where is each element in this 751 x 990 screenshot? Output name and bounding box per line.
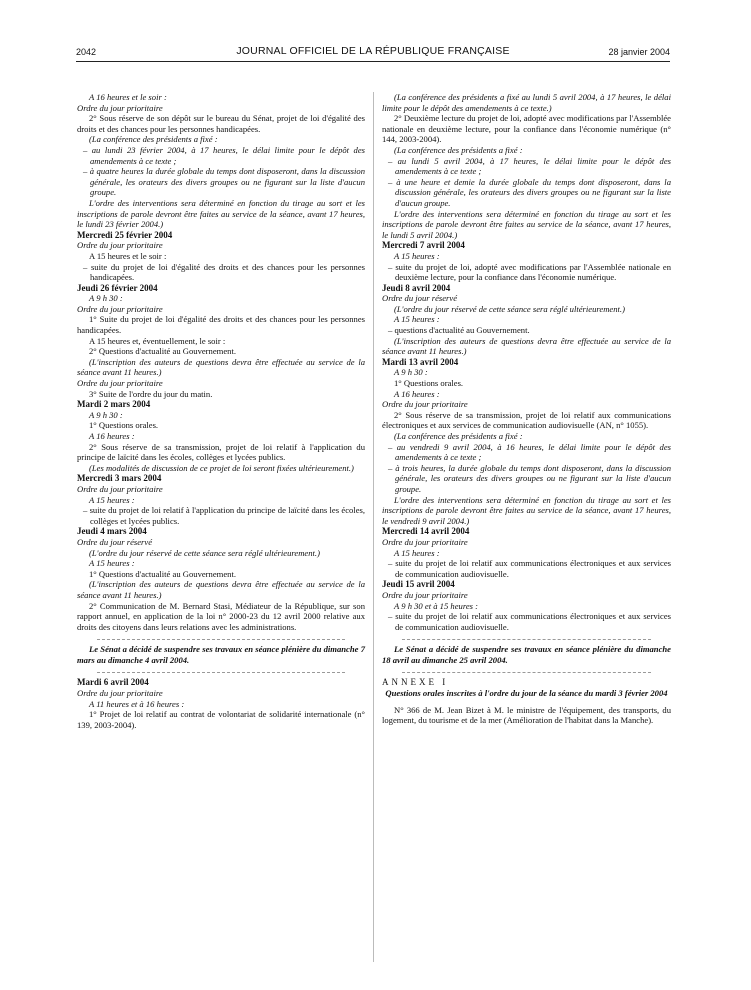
date-heading: Jeudi 15 avril 2004 (382, 579, 455, 590)
paragraph: A 15 heures et le soir : (89, 250, 167, 261)
journal-title: JOURNAL OFFICIEL DE LA RÉPUBLIQUE FRANÇAISE (236, 45, 510, 57)
paragraph: (L'inscription des auteurs de questions devra être effectuée au service de la séance avant 11 heures.) (77, 356, 365, 378)
paragraph: 3° Suite de l'ordre du jour du matin. (89, 388, 213, 399)
separator (402, 672, 651, 673)
list-item: – à quatre heures la durée globale du temps dont disposeront, dans la discussion générale, les orateurs des divers groupes ou ne figurant sur la liste d'aucun groupe. (83, 166, 365, 198)
paragraph: A 15 heures : (394, 250, 440, 261)
date-heading: Mardi 6 avril 2004 (77, 677, 149, 688)
paragraph: 2° Sous réserve de sa transmission, projet de loi relatif aux communications électroniques et aux services de communication audiovisuelle (AN, n° 1055). (382, 409, 671, 431)
list-item: – au vendredi 9 avril 2004, à 16 heures, le délai limite pour le dépôt des amendements à ce texte ; (388, 441, 671, 463)
list-item: – questions d'actualité au Gouvernement. (388, 325, 530, 336)
date-heading: Mercredi 3 mars 2004 (77, 473, 162, 484)
section-subheading: Ordre du jour prioritaire (77, 303, 163, 314)
paragraph: 1° Questions d'actualité au Gouvernement. (89, 568, 236, 579)
paragraph: A 16 heures : (89, 431, 135, 441)
issue-date: 28 janvier 2004 (608, 47, 670, 57)
annex-title: Questions orales inscrites à l'ordre du jour de la séance du mardi 3 février 2004 (385, 688, 668, 699)
list-item: – suite du projet de loi relatif à l'application du principe de laïcité dans les écoles, collèges et lycées publics. (83, 505, 365, 526)
paragraph: 2° Questions d'actualité au Gouvernement. (89, 346, 236, 357)
paragraph: A 15 heures : (394, 314, 440, 325)
paragraph: (La conférence des présidents a fixé : (394, 144, 523, 155)
date-heading: Mercredi 7 avril 2004 (382, 240, 465, 251)
section-subheading: Ordre du jour prioritaire (382, 589, 468, 600)
list-item: – à trois heures, la durée globale du temps dont disposeront, dans la discussion générale, les orateurs des divers groupes ou ne figurant sur la liste d'aucun groupe. (388, 462, 671, 494)
separator (97, 639, 345, 640)
date-heading: Jeudi 26 février 2004 (77, 282, 158, 293)
paragraph: (L'ordre du jour réservé de cette séance sera réglé ultérieurement.) (89, 547, 320, 558)
paragraph: 2° Communication de M. Bernard Stasi, Médiateur de la République, sur son rapport annuel, en application de la loi n° 2000-23 du 12 avril 2000 relative aux droits des citoyens dans leurs relations avec les administrations. (77, 600, 365, 632)
paragraph: 1° Questions orales. (394, 378, 464, 389)
page-number: 2042 (76, 47, 97, 57)
date-heading: Mercredi 25 février 2004 (77, 229, 173, 240)
list-item: – au lundi 23 février 2004, à 17 heures, le délai limite pour le dépôt des amendements à ce texte ; (83, 144, 365, 166)
section-subheading: Ordre du jour prioritaire (77, 102, 163, 113)
section-subheading: Ordre du jour prioritaire (382, 399, 468, 410)
section-subheading: Ordre du jour prioritaire (77, 688, 163, 699)
paragraph: 1° Questions orales. (89, 420, 159, 431)
section-subheading: Ordre du jour réservé (77, 536, 153, 547)
paragraph: 2° Deuxième lecture du projet de loi, adopté avec modifications par l'Assemblée nationale en deuxième lecture, pour la confiance dans l'économie numérique (n° 144, 2003-2004). (382, 113, 671, 145)
paragraph: A 15 heures et, éventuellement, le soir : (89, 335, 226, 346)
list-item: – au lundi 5 avril 2004, à 17 heures, le délai limite pour le dépôt des amendements à ce texte ; (388, 155, 671, 177)
list-item: – suite du projet de loi relatif aux communications électroniques et aux services de communication audiovisuelle. (388, 558, 671, 579)
paragraph: L'ordre des interventions sera déterminé en fonction du tirage au sort et les inscriptions de parole devront être faites au service de la séance, avant 17 heures, le vendredi 9 avril 2004.) (382, 494, 671, 526)
section-subheading: Ordre du jour réservé (382, 293, 458, 304)
suspension-notice: Le Sénat a décidé de suspendre ses travaux en séance plénière du dimanche 7 mars au dimanche 4 avril 2004. (77, 644, 365, 665)
list-item: – suite du projet de loi, adopté avec modifications par l'Assemblée nationale en deuxième lecture, pour la confiance dans l'économie numérique. (388, 261, 671, 283)
list-item: – à une heure et demie la durée globale du temps dont disposeront, dans la discussion générale, les orateurs des divers groupes ou ne figurant sur la liste d'aucun groupe. (388, 176, 671, 208)
separator (97, 672, 345, 673)
date-heading: Jeudi 8 avril 2004 (382, 282, 451, 293)
paragraph: 2° Sous réserve de son dépôt sur le bureau du Sénat, projet de loi d'égalité des droits et des chances pour les personnes handicapées. (77, 113, 365, 134)
paragraph: (La conférence des présidents a fixé : (89, 134, 218, 145)
paragraph: (L'inscription des auteurs de questions devra être effectuée au service de la séance avant 11 heures.) (77, 579, 365, 600)
paragraph: (La conférence des présidents a fixé au lundi 5 avril 2004, à 17 heures, le délai limite pour le dépôt des amendements à ce texte.) (382, 92, 671, 113)
date-heading: Mardi 13 avril 2004 (382, 356, 459, 367)
section-subheading: Ordre du jour prioritaire (77, 240, 163, 251)
list-item: – suite du projet de loi d'égalité des droits et des chances pour les personnes handicapées. (83, 261, 365, 283)
section-subheading: Ordre du jour prioritaire (382, 536, 468, 547)
separator (402, 639, 651, 640)
suspension-notice: Le Sénat a décidé de suspendre ses travaux en séance plénière du dimanche 18 avril au dimanche 25 avril 2004. (382, 644, 671, 665)
paragraph: A 15 heures : (394, 547, 440, 558)
paragraph: A 11 heures et à 16 heures : (89, 698, 185, 709)
date-heading: Jeudi 4 mars 2004 (77, 526, 147, 537)
paragraph: L'ordre des interventions sera déterminé en fonction du tirage au sort et les inscriptions de parole devront être faites au service de la séance, avant 17 heures, le lundi 23 février 2004.) (77, 197, 365, 230)
paragraph: 1° Projet de loi relatif au contrat de volontariat de solidarité internationale (n° 139, 2003-2004). (77, 709, 365, 730)
paragraph: L'ordre des interventions sera déterminé en fonction du tirage au sort et les inscriptions de parole devront être faites au service de la séance, avant 17 heures, le lundi 5 avril 2004.) (382, 208, 671, 240)
paragraph: A 9 h 30 : (89, 409, 123, 420)
paragraph: 1° Suite du projet de loi d'égalité des droits et des chances pour les personnes handicapées. (77, 314, 365, 336)
left-column (77, 92, 365, 730)
page-header (76, 44, 670, 60)
section-subheading: Ordre du jour prioritaire (77, 483, 163, 494)
paragraph: A 16 heures : (394, 388, 440, 399)
column-divider (373, 92, 374, 962)
paragraph: A 9 h 30 et à 15 heures : (394, 600, 479, 611)
list-item: – suite du projet de loi relatif aux communications électroniques et aux services de communication audiovisuelle. (388, 611, 671, 632)
paragraph: A 15 heures : (89, 558, 135, 569)
date-heading: Mardi 2 mars 2004 (77, 399, 151, 410)
paragraph: (L'inscription des auteurs de questions devra être effectuée au service de la séance avant 11 heures.) (382, 335, 671, 357)
paragraph: A 9 h 30 : (394, 367, 428, 378)
right-column (382, 92, 671, 726)
paragraph: A 9 h 30 : (89, 293, 123, 304)
section-subheading: Ordre du jour prioritaire (77, 378, 163, 389)
annex-heading: ANNEXE I (382, 677, 449, 688)
paragraph: (Les modalités de discussion de ce projet de loi seront fixées ultérieurement.) (89, 462, 354, 473)
date-heading: Mercredi 14 avril 2004 (382, 526, 470, 537)
question-entry: N° 366 de M. Jean Bizet à M. le ministre de l'équipement, des transports, du logement, du tourisme et de la mer (Amélioration de l'habitat dans la Manche). (382, 704, 671, 726)
paragraph: A 16 heures et le soir : (89, 92, 167, 102)
header-rule (76, 61, 670, 62)
paragraph: (La conférence des présidents a fixé : (394, 431, 523, 441)
paragraph: A 15 heures : (89, 494, 135, 505)
paragraph: (L'ordre du jour réservé de cette séance sera réglé ultérieurement.) (394, 303, 625, 314)
paragraph: 2° Sous réserve de sa transmission, projet de loi relatif à l'application du principe de laïcité dans les écoles, collèges et lycées publics. (77, 441, 365, 463)
